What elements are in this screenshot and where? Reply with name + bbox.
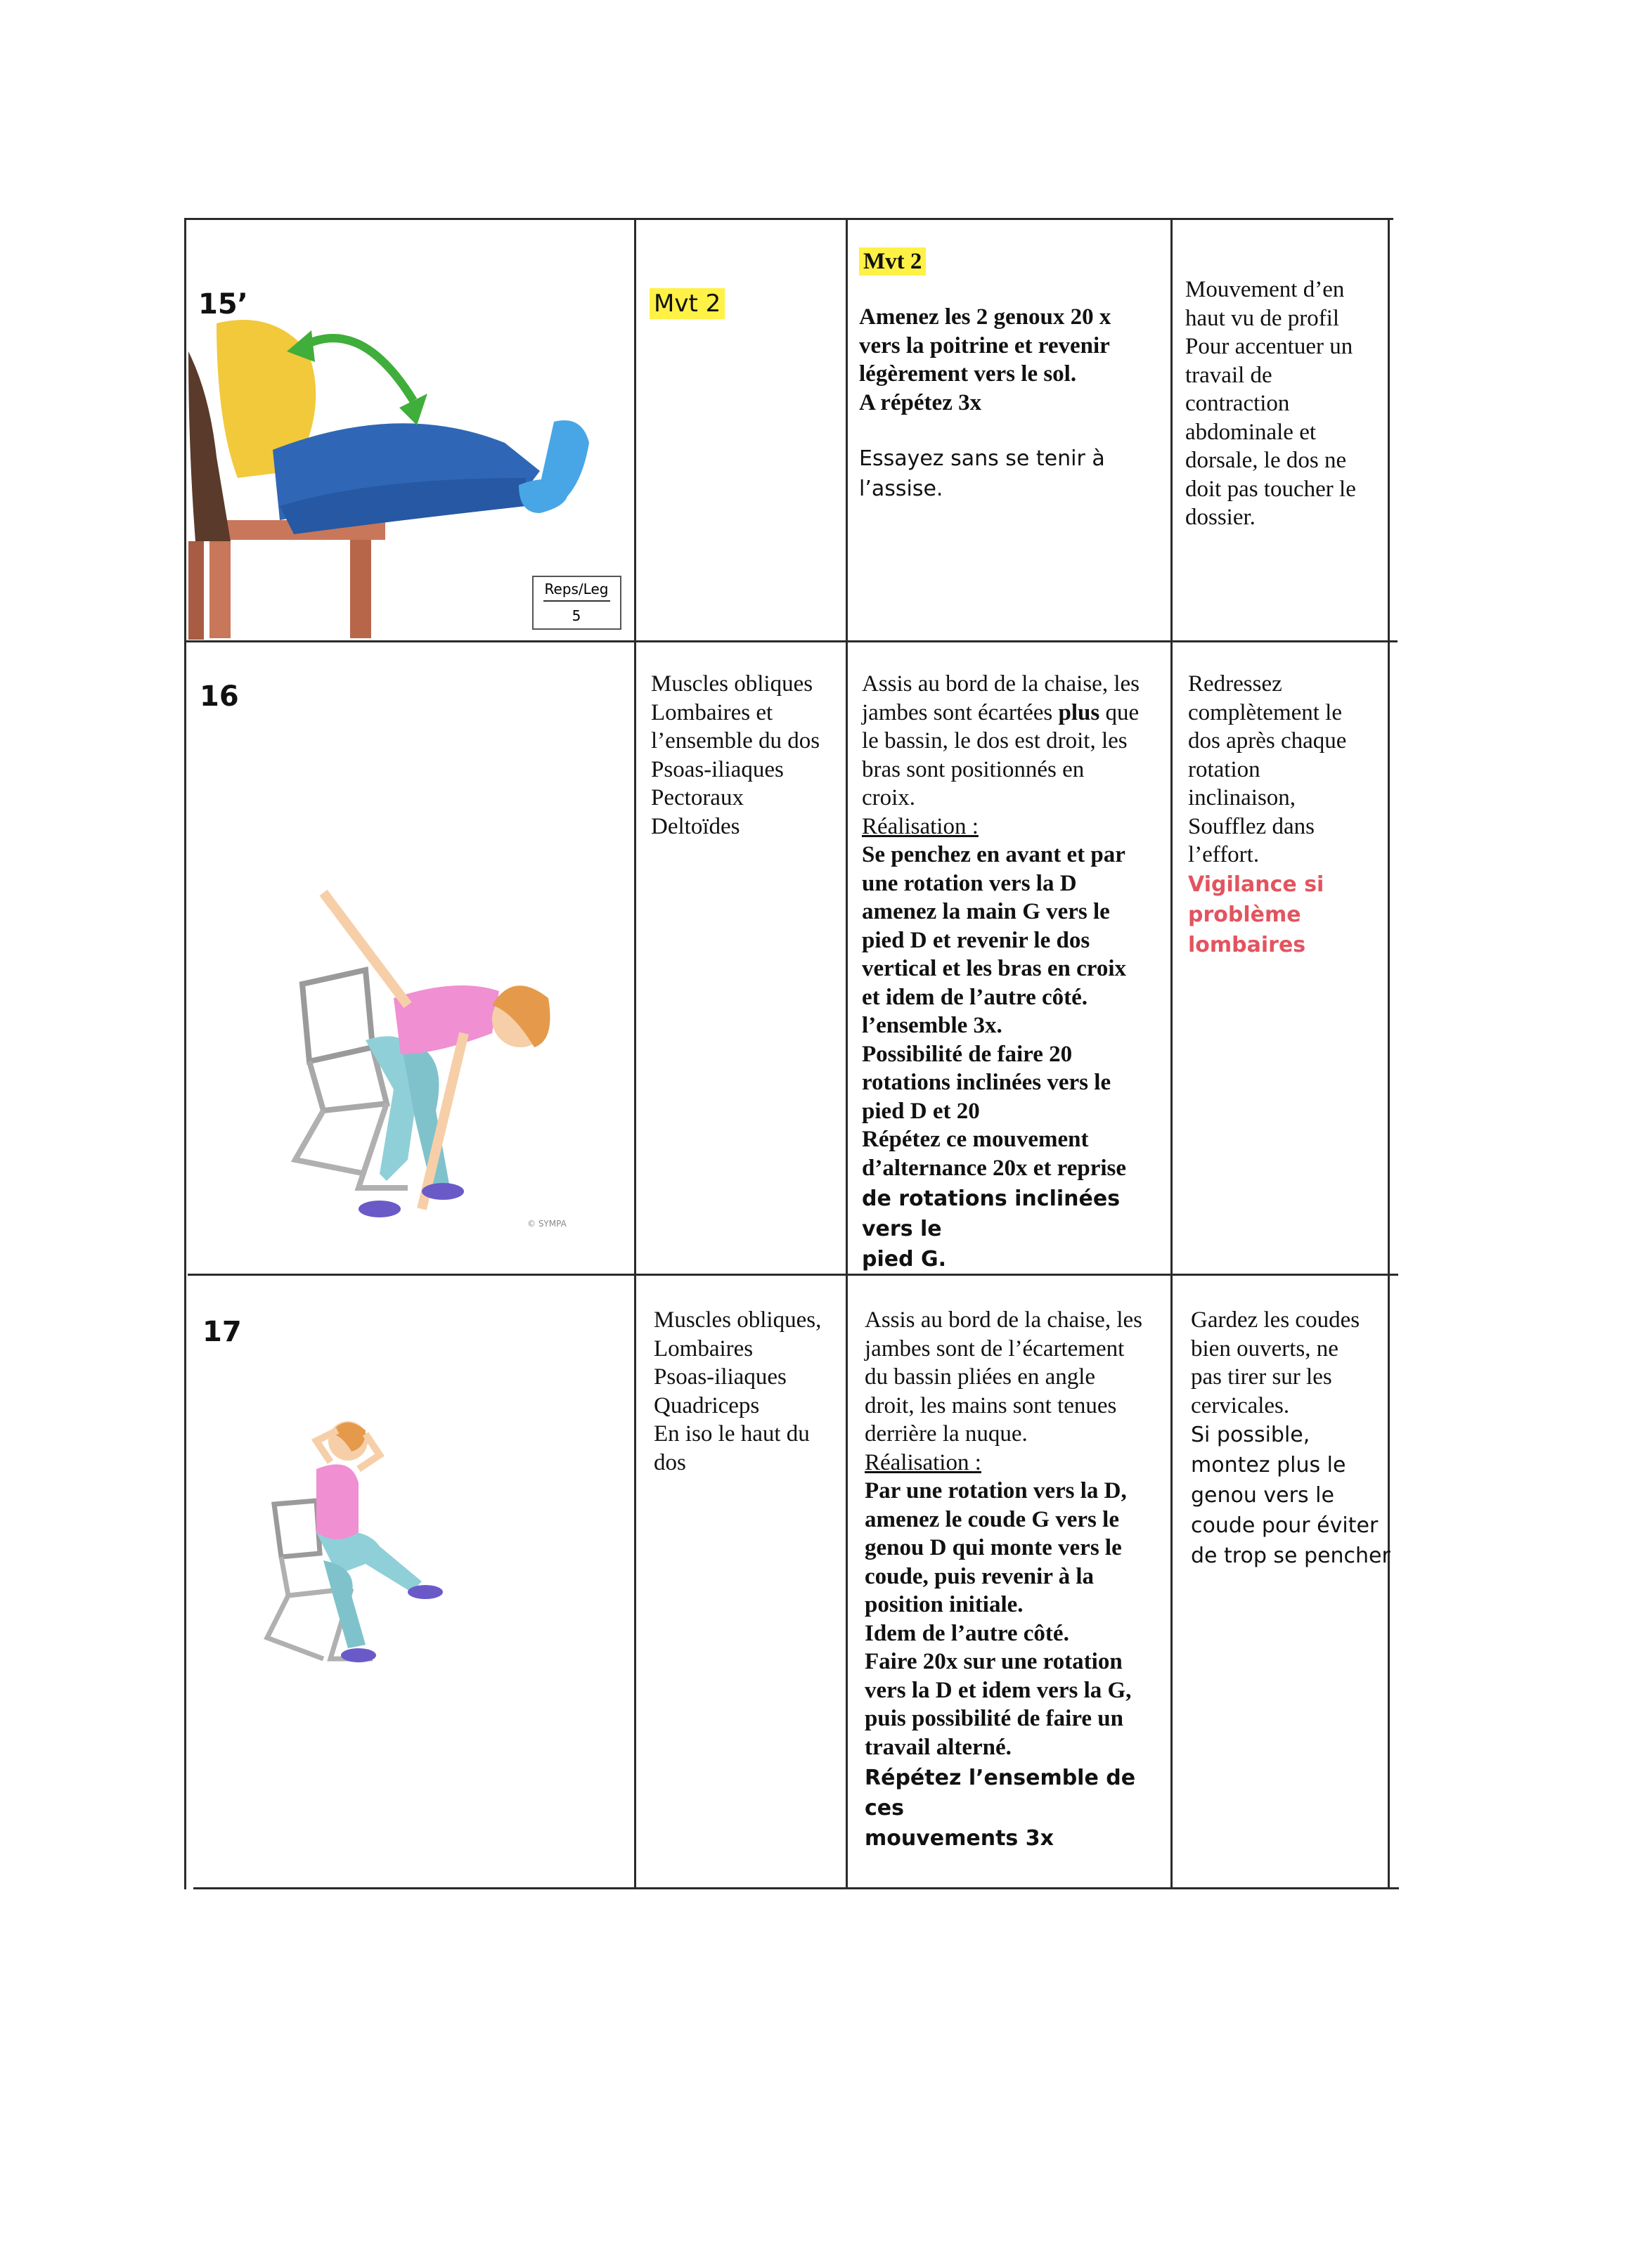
remarks-16 — [1188, 670, 1392, 960]
instruction-line: derrière la nuque. — [865, 1421, 1028, 1447]
instruction-step: d’alternance 20x et reprise — [862, 1155, 1127, 1181]
remark-line: l’effort. — [1188, 842, 1260, 867]
remark-line: doit pas toucher le — [1185, 476, 1356, 502]
remark-line: travail de — [1185, 362, 1272, 388]
instruction-step: vertical et les bras en croix — [862, 956, 1127, 981]
remark-line: contraction — [1185, 391, 1290, 416]
realisation-label: Réalisation : — [862, 813, 979, 839]
instruction-line: jambes sont de l’écartement — [865, 1335, 1125, 1361]
instruction-step: coude, puis revenir à la — [865, 1563, 1095, 1589]
instruction-step: Idem de l’autre côté. — [865, 1620, 1069, 1646]
muscle-item: Muscles obliques — [651, 671, 813, 697]
instruction-step: Répétez l’ensemble de ces — [865, 1766, 1136, 1820]
remark-line: de trop se pencher — [1191, 1544, 1390, 1568]
instruction-line: Assis au bord de la chaise, les — [862, 671, 1140, 697]
instruction-step: travail alterné. — [865, 1734, 1012, 1760]
remark-line: haut vu de profil — [1185, 305, 1340, 331]
instruction-line: Amenez les 2 genoux 20 x — [859, 304, 1111, 330]
instruction-step: Répétez ce mouvement — [862, 1127, 1089, 1152]
remark-line: dorsale, le dos ne — [1185, 448, 1347, 473]
instruction-line: bras sont positionnés en — [862, 756, 1085, 782]
instruction-step: l’ensemble 3x. — [862, 1013, 1002, 1038]
muscle-item: Pectoraux — [651, 785, 744, 810]
remark-line: genou vers le — [1191, 1483, 1334, 1508]
exercise-number: 17 — [202, 1316, 242, 1348]
instruction-line: vers la poitrine et revenir — [859, 332, 1110, 358]
instruction-step: amenez la main G vers le — [862, 899, 1110, 924]
col-divider-1 — [634, 218, 636, 1889]
remark-line: Si possible, — [1191, 1423, 1310, 1447]
movement-tag: Mvt 2 — [650, 288, 725, 319]
instruction-step: Possibilité de faire 20 — [862, 1041, 1073, 1067]
instructions-heading: Mvt 2 — [859, 247, 926, 276]
instructions-15 — [859, 249, 1168, 504]
instruction-step: puis possibilité de faire un — [865, 1706, 1123, 1731]
remark-line: montez plus le — [1191, 1453, 1346, 1477]
warning-line: Vigilance si — [1188, 872, 1324, 897]
remark-line: dossier. — [1185, 505, 1256, 530]
muscles-17 — [654, 1306, 865, 1477]
muscle-item: Deltoïdes — [651, 813, 740, 839]
instruction-emphasis: plus — [1058, 699, 1100, 725]
instruction-line: Assis au bord de la chaise, les — [865, 1307, 1142, 1333]
remark-line: rotation — [1188, 756, 1260, 782]
instruction-step: rotations inclinées vers le — [862, 1070, 1111, 1095]
instruction-step: Se penchez en avant et par — [862, 842, 1125, 867]
remark-line: cervicales. — [1191, 1392, 1290, 1418]
col-divider-2 — [846, 218, 848, 1889]
muscle-item: Lombaires et — [651, 699, 773, 725]
muscle-item: En iso le haut du — [654, 1421, 810, 1447]
reps-label-value: 5 — [572, 607, 581, 624]
row-divider-2 — [188, 1274, 1398, 1276]
table-border-left — [184, 218, 186, 1889]
remark-line: Mouvement d’en — [1185, 277, 1345, 302]
instruction-line: croix. — [862, 785, 916, 810]
remarks-17 — [1191, 1306, 1395, 1571]
instruction-step: Faire 20x sur une rotation — [865, 1649, 1123, 1674]
instruction-step: une rotation vers la D — [862, 870, 1077, 896]
instruction-step: amenez le coude G vers le — [865, 1506, 1119, 1532]
muscle-item: Psoas-iliaques — [651, 756, 784, 782]
muscle-item: dos — [654, 1449, 686, 1475]
instruction-step: Par une rotation vers la D, — [865, 1478, 1127, 1503]
remarks-15 — [1185, 276, 1389, 532]
instruction-line: le bassin, le dos est droit, les — [862, 728, 1128, 753]
muscles-16 — [651, 670, 862, 841]
table-border-bottom — [193, 1887, 1399, 1889]
remark-line: Pour accentuer un — [1185, 334, 1353, 359]
instruction-note: Essayez sans se tenir à — [859, 446, 1105, 471]
exercise-number: 16 — [200, 680, 239, 713]
instruction-step: pied D et revenir le dos — [862, 927, 1090, 953]
muscle-item: Psoas-iliaques — [654, 1364, 787, 1390]
instruction-step: et idem de l’autre côté. — [862, 984, 1088, 1010]
instruction-line: droit, les mains sont tenues — [865, 1392, 1117, 1418]
illustration-elbow-to-knee — [260, 1413, 450, 1680]
row-divider-1 — [186, 640, 1398, 642]
realisation-label: Réalisation : — [865, 1449, 981, 1475]
remark-line: Soufflez dans — [1188, 813, 1315, 839]
instruction-step: genou D qui monte vers le — [865, 1535, 1122, 1560]
instructions-16 — [862, 670, 1178, 1274]
table-border-top — [184, 218, 1393, 220]
instruction-line: que — [1105, 699, 1140, 725]
exercise-number: 15’ — [198, 288, 248, 321]
muscle-item: Lombaires — [654, 1335, 754, 1361]
remark-line: Redressez — [1188, 671, 1282, 697]
reps-label-title: Reps/Leg — [544, 581, 609, 597]
warning-line: problème — [1188, 902, 1301, 927]
remark-line: complètement le — [1188, 699, 1342, 725]
instruction-note: l’assise. — [859, 477, 943, 501]
instruction-line: jambes sont écartées — [862, 699, 1053, 725]
instruction-step: position initiale. — [865, 1592, 1024, 1617]
warning-line: lombaires — [1188, 932, 1306, 957]
instruction-line: du bassin pliées en angle — [865, 1364, 1096, 1390]
instructions-17 — [865, 1306, 1181, 1854]
instruction-step: de rotations inclinées vers le — [862, 1186, 1121, 1241]
remark-line: pas tirer sur les — [1191, 1364, 1332, 1390]
illustration-knees-to-chest — [188, 309, 631, 640]
instruction-line: légèrement vers le sol. — [859, 361, 1077, 387]
remark-line: abdominale et — [1185, 419, 1317, 445]
illustration-rotation-toe-touch — [281, 879, 576, 1230]
instruction-step: pied D et 20 — [862, 1098, 980, 1124]
instruction-line: A répétez 3x — [859, 389, 982, 415]
muscle-item: Muscles obliques, — [654, 1307, 822, 1333]
remark-line: coude pour éviter — [1191, 1513, 1379, 1538]
instruction-step: pied G. — [862, 1247, 947, 1272]
remark-line: inclinaison, — [1188, 785, 1296, 810]
instruction-step: vers la D et idem vers la G, — [865, 1677, 1132, 1703]
remark-line: bien ouverts, ne — [1191, 1335, 1338, 1361]
remark-line: dos après chaque — [1188, 728, 1347, 753]
remark-line: Gardez les coudes — [1191, 1307, 1360, 1333]
image-credit: © SYMPA — [527, 1219, 567, 1229]
instruction-step: mouvements 3x — [865, 1826, 1054, 1851]
muscle-item: Quadriceps — [654, 1392, 760, 1418]
muscle-item: l’ensemble du dos — [651, 728, 820, 753]
